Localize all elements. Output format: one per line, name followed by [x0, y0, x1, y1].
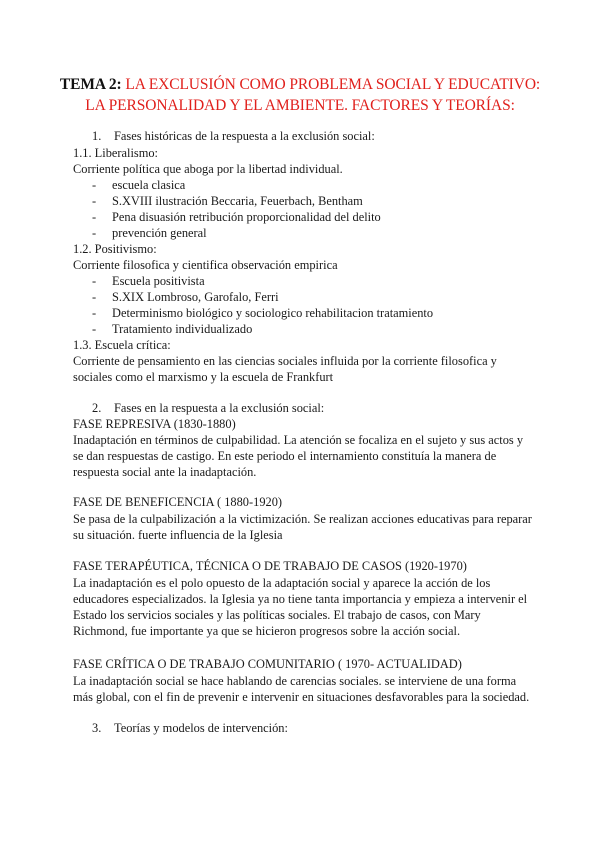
list-item: - Pena disuasión retribución proporcionalidad del delito [92, 210, 381, 224]
critica-heading: 1.3. Escuela crítica: [73, 338, 171, 352]
paragraph-line: se dan respuestas de castigo. En este periodo el internamiento constituía la manera de [73, 449, 497, 463]
section-1-heading: 1. Fases históricas de la respuesta a la exclusión social: [92, 129, 375, 143]
list-item: - escuela clasica [92, 178, 186, 192]
critica-desc-line1: Corriente de pensamiento en las ciencias sociales influida por la corriente filosofica y [73, 354, 497, 368]
liberalismo-desc: Corriente política que aboga por la libertad individual. [73, 162, 343, 176]
paragraph-line: su situación. fuerte influencia de la Iglesia [73, 528, 283, 542]
fase-represiva-heading: FASE REPRESIVA (1830-1880) [73, 417, 236, 431]
list-item: - S.XVIII ilustración Beccaria, Feuerbach, Bentham [92, 194, 363, 208]
fase-beneficencia-heading: FASE DE BENEFICENCIA ( 1880-1920) [73, 495, 283, 509]
critica-desc-line2: sociales como el marxismo y la escuela de Frankfurt [73, 370, 334, 384]
list-item: - S.XIX Lombroso, Garofalo, Ferri [92, 290, 279, 304]
positivismo-heading: 1.2. Positivismo: [73, 242, 157, 256]
liberalismo-heading: 1.1. Liberalismo: [73, 146, 158, 160]
paragraph-line: Richmond, fue importante ya que se hicieron progresos sobre la acción social. [73, 624, 461, 638]
list-item: - Tratamiento individualizado [92, 322, 253, 336]
title-lead: TEMA 2: [59, 76, 122, 93]
list-item: - Determinismo biológico y sociologico rehabilitacion tratamiento [92, 306, 434, 320]
fase-critica-heading: FASE CRÍTICA O DE TRABAJO COMUNITARIO ( 1970- ACTUALIDAD) [73, 657, 462, 671]
paragraph-line: La inadaptación es el polo opuesto de la adaptación social y aparece la acción de los [73, 576, 491, 590]
paragraph-line: Inadaptación en términos de culpabilidad. La atención se focaliza en el sujeto y sus actos y [73, 433, 524, 447]
paragraph-line: más global, con el fin de prevenir e intervenir en situaciones desfavorables para la sociedad. [73, 690, 530, 704]
positivismo-desc: Corriente filosofica y cientifica observación empirica [73, 258, 338, 272]
paragraph-line: Estado los servicios sociales y las políticas sociales. El trabajo de casos, con Mary [73, 608, 481, 622]
list-item: - Escuela positivista [92, 274, 205, 288]
title-line2: LA PERSONALIDAD Y EL AMBIENTE. FACTORES Y TEORÍAS: [85, 97, 515, 114]
fase-terapeutica-heading: FASE TERAPÉUTICA, TÉCNICA O DE TRABAJO DE CASOS (1920-1970) [73, 559, 467, 573]
title-line1: LA EXCLUSIÓN COMO PROBLEMA SOCIAL Y EDUCATIVO: [125, 76, 541, 93]
list-item: - prevención general [92, 226, 207, 240]
paragraph-line: La inadaptación social se hace hablando de carencias sociales. se interviene de una forma [73, 674, 517, 688]
document-title [40, 74, 560, 116]
paragraph-line: respuesta social ante la inadaptación. [73, 465, 257, 479]
section-2-heading: 2. Fases en la respuesta a la exclusión social: [92, 401, 325, 415]
section-3-heading: 3. Teorías y modelos de intervención: [92, 721, 288, 735]
paragraph-line: Se pasa de la culpabilización a la victimización. Se realizan acciones educativas para reparar [73, 512, 532, 526]
paragraph-line: educadores especializados. la Iglesia ya no tiene tanta importancia y empieza a intervenir el [73, 592, 528, 606]
